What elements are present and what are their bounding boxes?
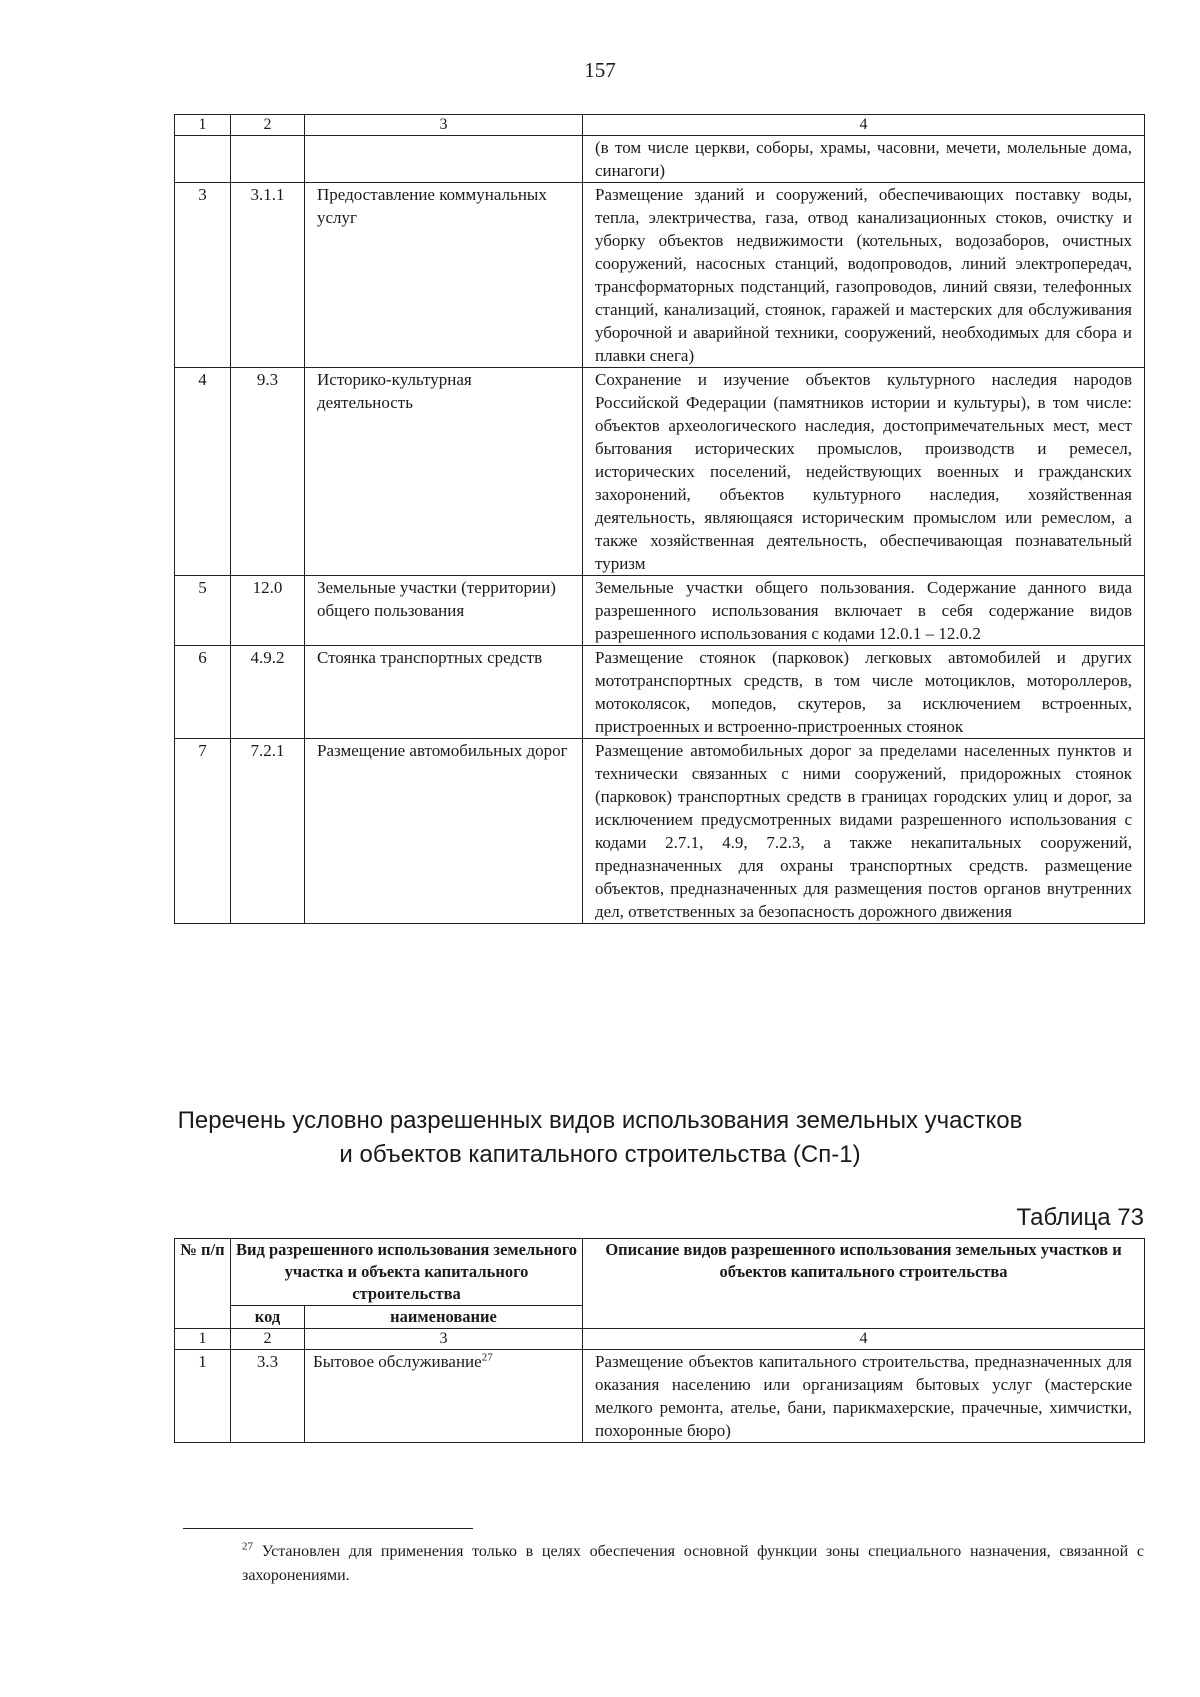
row-code: 9.3 [231, 368, 305, 576]
row-number: 4 [175, 368, 231, 576]
row-name: Размещение автомобильных дорог [305, 739, 583, 924]
row-number: 1 [175, 1350, 231, 1443]
row-name: Предоставление коммунальных услуг [305, 183, 583, 368]
row-description: Сохранение и изучение объектов культурного наследия народов Российской Федерации (памятников истории и культуры), в том числе: объектов археологического наследия, достопримечательных мест, мест бытования исторических промыслов, производств и ремесел, исторических поселений, недействующих военных и гражданских захоронений, объектов культурного наследия, хозяйственная деятельность, являющаяся историческим промыслом или ремеслом, а также хозяйственная деятельность, обеспечивающая познавательный туризм [583, 368, 1145, 576]
row-name: Стоянка транспортных средств [305, 646, 583, 739]
footnote-divider [183, 1528, 473, 1529]
column-number: 1 [175, 1329, 231, 1350]
footnote [174, 1540, 1144, 1588]
table-row [175, 183, 1145, 368]
row-name [305, 1350, 583, 1443]
conditional-use-table [174, 1238, 1145, 1443]
row-number: 6 [175, 646, 231, 739]
row-description: Земельные участки общего пользования. Содержание данного вида разрешенного использования включает в себя содержание видов разрешенного использования с кодами 12.0.1 – 12.0.2 [583, 576, 1145, 646]
row-description: Размещение автомобильных дорог за пределами населенных пунктов и технически связанных с ними сооружений, придорожных стоянок (парковок) транспортных средств в границах городских улиц и дорог, за исключением предусмотренных видами разрешенного использования с кодами 2.7.1, 4.9, 7.2.3, а также некапитальных сооружений, предназначенных для охраны транспортных средств. размещение объектов, предназначенных для размещения постов органов внутренних дел, ответственных за безопасность дорожного движения [583, 739, 1145, 924]
column-number: 2 [231, 115, 305, 136]
row-number: 7 [175, 739, 231, 924]
row-description: Размещение объектов капитального строительства, предназначенных для оказания населению или организациям бытовых услуг (мастерские мелкого ремонта, ателье, бани, парикмахерские, прачечные, химчистки, похоронные бюро) [583, 1350, 1145, 1443]
column-head-number: № п/п [175, 1239, 231, 1329]
table-header-numbers [175, 115, 1145, 136]
table-row [175, 1350, 1145, 1443]
row-number: 5 [175, 576, 231, 646]
row-code: 12.0 [231, 576, 305, 646]
row-name: Земельные участки (территории) общего пользования [305, 576, 583, 646]
table-head-row [175, 1239, 1145, 1306]
column-number: 2 [231, 1329, 305, 1350]
table-header-numbers [175, 1329, 1145, 1350]
column-head-name: наименование [305, 1306, 583, 1329]
row-name: Историко-культурная деятельность [305, 368, 583, 576]
row-name-text: Бытовое обслуживание [313, 1352, 482, 1371]
table-row [175, 739, 1145, 924]
column-number: 3 [305, 1329, 583, 1350]
section-title-line: и объектов капитального строительства (Сп-1) [339, 1141, 861, 1168]
column-number: 3 [305, 115, 583, 136]
column-head-code: код [231, 1306, 305, 1329]
footnote-text: Установлен для применения только в целях обеспечения основной функции зоны специального назначения, связанной с захоронениями. [242, 1543, 1144, 1584]
column-head-description: Описание видов разрешенного использования земельных участков и объектов капитального строительства [583, 1239, 1145, 1329]
row-code: 4.9.2 [231, 646, 305, 739]
row-description: Размещение зданий и сооружений, обеспечивающих поставку воды, тепла, электричества, газа, отвод канализационных стоков, очистку и уборку объектов недвижимости (котельных, водозаборов, очистных сооружений, насосных станций, водопроводов, линий электропередач, трансформаторных подстанций, газопроводов, линий связи, телефонных станций, канализаций, стоянок, гаражей и мастерских для обслуживания уборочной и аварийной техники, сооружений, необходимых для сбора и плавки снега) [583, 183, 1145, 368]
row-code: 3.1.1 [231, 183, 305, 368]
column-head-kind: Вид разрешенного использования земельного участка и объекта капитального строительства [231, 1239, 583, 1306]
table-label: Таблица 73 [1016, 1204, 1144, 1231]
table-row [175, 646, 1145, 739]
page-number: 157 [584, 58, 616, 82]
row-number: 3 [175, 183, 231, 368]
footnote-number: 27 [242, 1540, 253, 1553]
row-code: 7.2.1 [231, 739, 305, 924]
section-title [0, 1104, 1200, 1172]
column-number: 4 [583, 1329, 1145, 1350]
table-row [175, 136, 1145, 183]
table-row [175, 368, 1145, 576]
land-use-table-continued [174, 114, 1145, 924]
table-row [175, 576, 1145, 646]
section-title-line: Перечень условно разрешенных видов использования земельных участков [177, 1107, 1023, 1134]
footnote-ref[interactable]: 27 [481, 1351, 493, 1364]
row-code: 3.3 [231, 1350, 305, 1443]
row-description: Размещение стоянок (парковок) легковых автомобилей и других мототранспортных средств, в том числе мотоциклов, мотороллеров, мотоколясок, мопедов, скутеров, за исключением встроенных, пристроенных и встроенно-пристроенных стоянок [583, 646, 1145, 739]
column-number: 4 [583, 115, 1145, 136]
column-number: 1 [175, 115, 231, 136]
row-description: (в том числе церкви, соборы, храмы, часовни, мечети, молельные дома, синагоги) [583, 136, 1145, 183]
